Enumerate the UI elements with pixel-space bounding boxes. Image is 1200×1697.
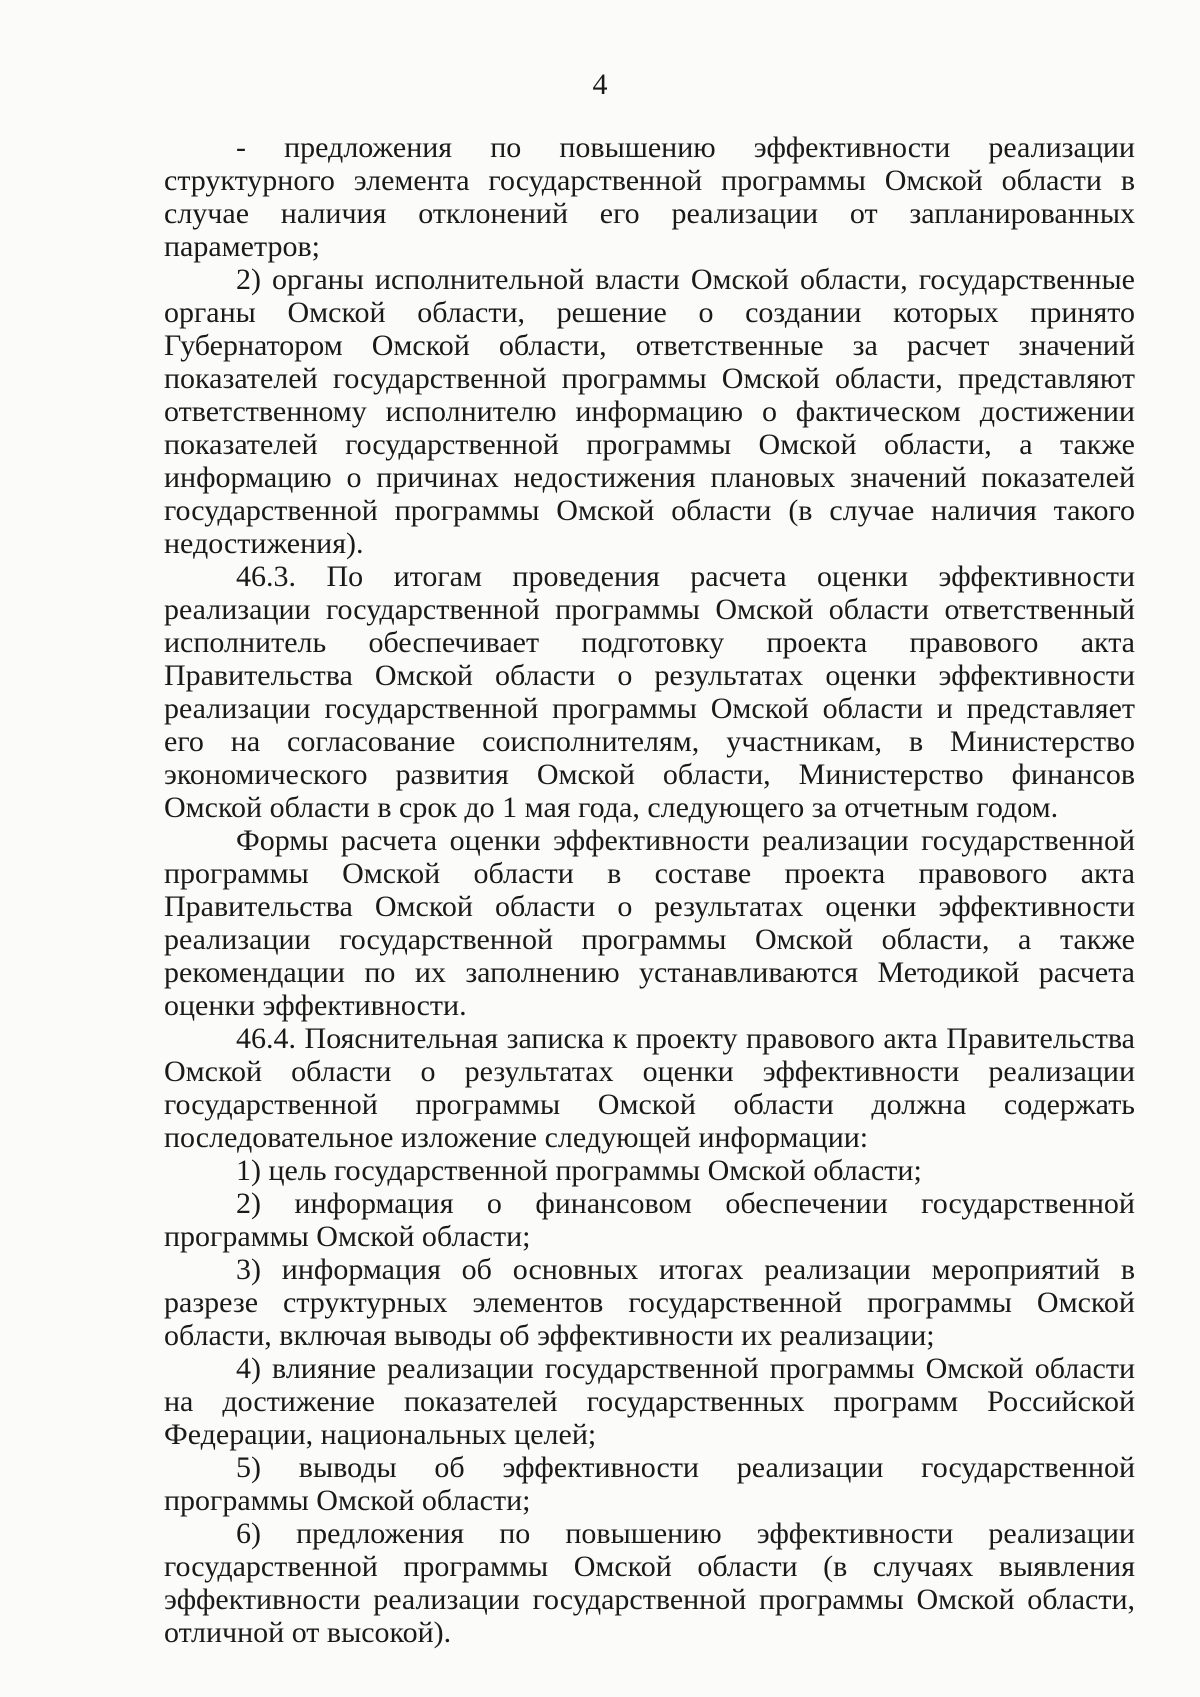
list-item: 5) выводы об эффективности реализации государственной программы Омской области; [164,1451,1135,1517]
paragraph: 46.4. Пояснительная записка к проекту правового акта Правительства Омской области о результатах оценки эффективности реализации государственной программы Омской области должна содержать последовательное изложение следующей информации: [164,1022,1135,1154]
paragraph: - предложения по повышению эффективности реализации структурного элемента государственной программы Омской области в случае наличия отклонений его реализации от запланированных параметров; [164,131,1135,263]
paragraph: 46.3. По итогам проведения расчета оценки эффективности реализации государственной программы Омской области ответственный исполнитель обеспечивает подготовку проекта правового акта Правительства Омской области о результатах оценки эффективности реализации государственной программы Омской области и представляет его на согласование соисполнителям, участникам, в Министерство экономического развития Омской области, Министерство финансов Омской области в срок до 1 мая года, следующего за отчетным годом. [164,560,1135,824]
list-item: 4) влияние реализации государственной программы Омской области на достижение показателей государственных программ Российской Федерации, национальных целей; [164,1352,1135,1451]
page-number: 4 [592,68,608,101]
document-body [164,131,1135,1649]
list-item: 2) информация о финансовом обеспечении государственной программы Омской области; [164,1187,1135,1253]
paragraph: 2) органы исполнительной власти Омской области, государственные органы Омской области, решение о создании которых принято Губернатором Омской области, ответственные за расчет значений показателей государственной программы Омской области, представляют ответственному исполнителю информацию о фактическом достижении показателей государственной программы Омской области, а также информацию о причинах недостижения плановых значений показателей государственной программы Омской области (в случае наличия такого недостижения). [164,263,1135,560]
list-item: 6) предложения по повышению эффективности реализации государственной программы Омской области (в случаях выявления эффективности реализации государственной программы Омской области, отличной от высокой). [164,1517,1135,1649]
paragraph: Формы расчета оценки эффективности реализации государственной программы Омской области в составе проекта правового акта Правительства Омской области о результатах оценки эффективности реализации государственной программы Омской области, а также рекомендации по их заполнению устанавливаются Методикой расчета оценки эффективности. [164,824,1135,1022]
list-item: 1) цель государственной программы Омской области; [236,1154,922,1187]
list-item: 3) информация об основных итогах реализации мероприятий в разрезе структурных элементов государственной программы Омской области, включая выводы об эффективности их реализации; [164,1253,1135,1352]
